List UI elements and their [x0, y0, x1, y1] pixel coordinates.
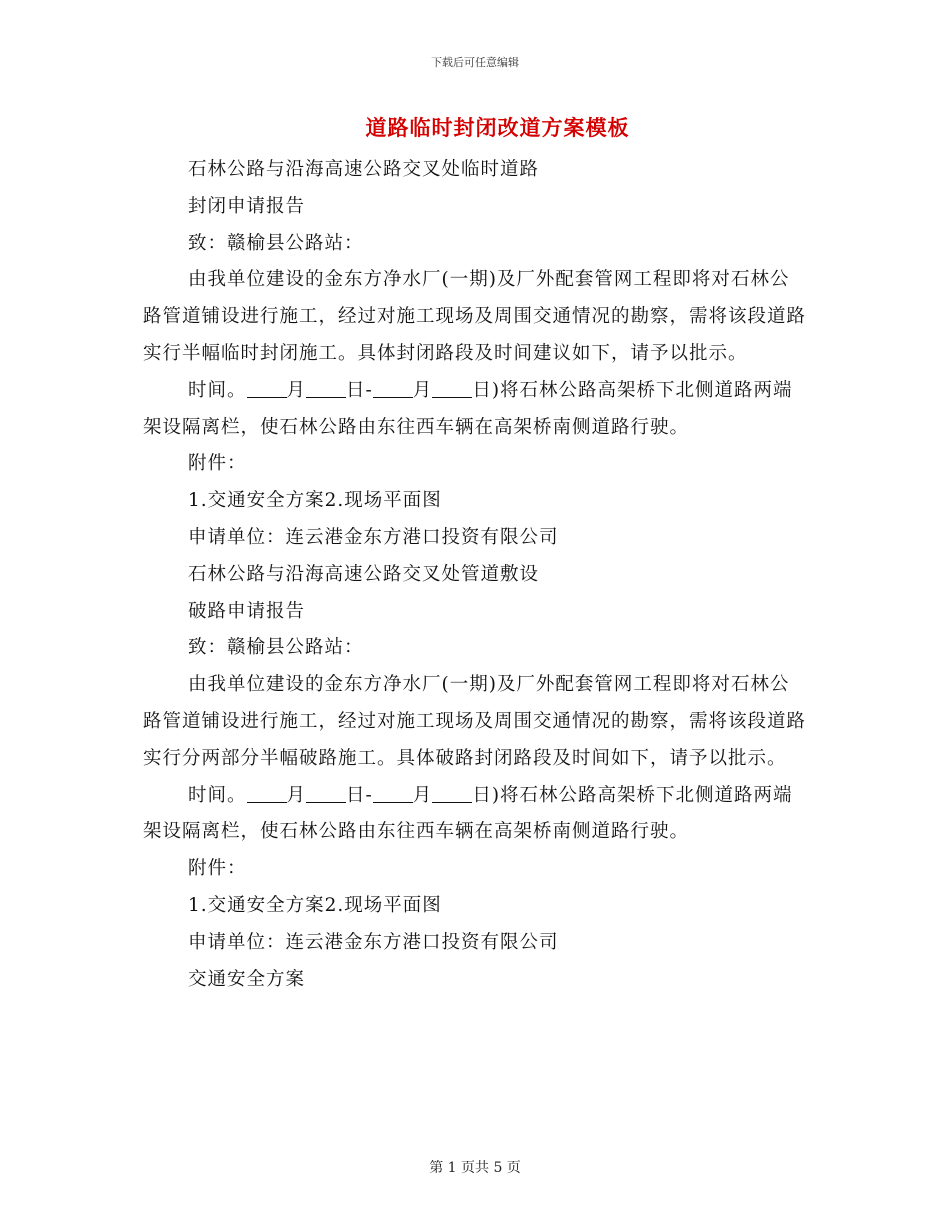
month-label: 月 — [412, 379, 433, 401]
header-note: 下载后可任意编辑 — [431, 56, 519, 69]
blank-field — [247, 379, 287, 398]
day-dash-label: 日- — [346, 784, 373, 806]
time-suffix: 日)将石林公路高架桥下北侧道路两端架设隔离栏，使石林公路由东往西车辆在高架桥南侧道路行驶。 — [143, 784, 793, 843]
document-body — [143, 152, 808, 998]
page-footer: 第 1 页共 5 页 — [429, 1160, 521, 1176]
blank-field — [306, 379, 346, 398]
blank-field — [247, 784, 287, 803]
excavation-applicant: 申请单位：连云港金东方港口投资有限公司 — [188, 931, 559, 953]
closure-salutation: 致：赣榆县公路站： — [188, 232, 364, 254]
closure-subject-line2: 封闭申请报告 — [188, 195, 306, 217]
day-dash-label: 日- — [346, 379, 373, 401]
blank-field — [373, 379, 413, 398]
document-title: 道路临时封闭改道方案模板 — [365, 115, 630, 140]
excavation-subject-line1: 石林公路与沿海高速公路交叉处管道敷设 — [188, 563, 540, 585]
blank-field — [432, 784, 472, 803]
time-prefix: 时间。 — [188, 784, 247, 806]
excavation-body-paragraph: 由我单位建设的金东方净水厂(一期)及厂外配套管网工程即将对石林公路管道铺设进行施工，经过对施工现场及周围交通情况的勘察，需将该段道路实行分两部分半幅破路施工。具体破路封闭路段及时间如下，请予以批示。 — [143, 674, 807, 769]
excavation-attachment-label: 附件： — [188, 858, 247, 880]
closure-attachment-label: 附件： — [188, 453, 247, 475]
excavation-time-paragraph — [143, 778, 808, 852]
closure-body-paragraph: 由我单位建设的金东方净水厂(一期)及厂外配套管网工程即将对石林公路管道铺设进行施工，经过对施工现场及周围交通情况的勘察，需将该段道路实行半幅临时封闭施工。具体封闭路段及时间建议如下，请予以批示。 — [143, 269, 807, 364]
excavation-salutation: 致：赣榆县公路站： — [188, 637, 364, 659]
month-label: 月 — [286, 784, 307, 806]
time-prefix: 时间。 — [188, 379, 247, 401]
month-label: 月 — [412, 784, 433, 806]
excavation-attachments-list: 1.交通安全方案2.现场平面图 — [188, 894, 442, 916]
closing-heading: 交通安全方案 — [188, 968, 306, 990]
closure-applicant: 申请单位：连云港金东方港口投资有限公司 — [188, 526, 559, 548]
month-label: 月 — [286, 379, 307, 401]
closure-attachments-list: 1.交通安全方案2.现场平面图 — [188, 490, 442, 512]
blank-field — [373, 784, 413, 803]
blank-field — [306, 784, 346, 803]
closure-subject-line1: 石林公路与沿海高速公路交叉处临时道路 — [188, 159, 540, 180]
blank-field — [432, 379, 472, 398]
excavation-subject-line2: 破路申请报告 — [188, 600, 306, 622]
closure-time-paragraph — [143, 373, 808, 447]
time-suffix: 日)将石林公路高架桥下北侧道路两端架设隔离栏，使石林公路由东往西车辆在高架桥南侧道路行驶。 — [143, 379, 793, 438]
